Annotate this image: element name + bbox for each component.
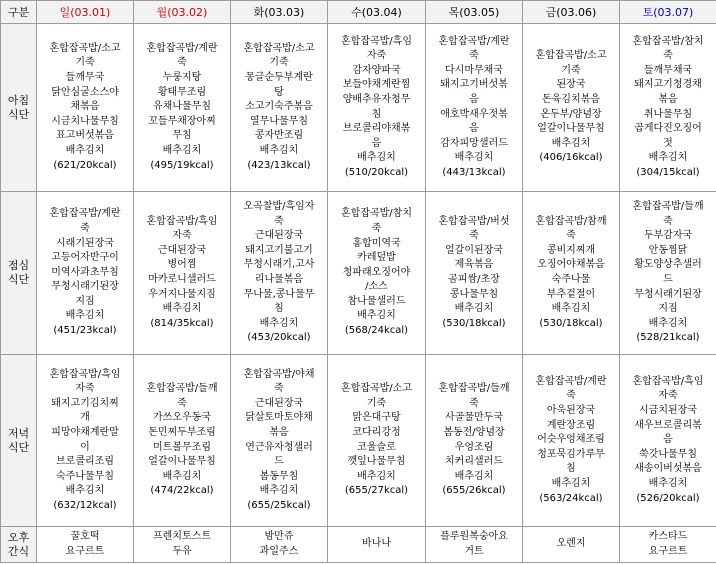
snack-item: 카스타드 — [648, 530, 688, 542]
header-row — [1, 1, 716, 24]
calorie-info: (655/25kcal) — [247, 499, 311, 511]
menu-item: 배추김치 — [65, 485, 105, 497]
menu-item: 코울슬로 — [357, 441, 396, 453]
menu-item: 배추김치 — [65, 310, 105, 322]
menu-item: 곰피쌈/초장 — [448, 274, 500, 285]
menu-item: 청파래오징어야 — [342, 266, 411, 278]
calorie-info: (568/24kcal) — [344, 325, 409, 337]
menu-item: 혼합잡곡밥/참치 — [632, 35, 704, 47]
day-header: 금(03.06) — [523, 1, 620, 24]
day-header: 토(03.07) — [620, 1, 716, 24]
calorie-info: (632/12kcal) — [53, 499, 117, 511]
meal-label-line: 식단 — [7, 273, 30, 286]
menu-item: 닭안심굴소스야 — [51, 86, 119, 98]
menu-item: 황도양상추샐러 — [634, 259, 702, 271]
menu-item: 온두부/양념장 — [540, 108, 602, 120]
calorie-info: (563/24kcal) — [539, 492, 603, 504]
menu-item: 혼합잡곡밥/들깨 — [146, 383, 218, 395]
menu-cell — [134, 192, 231, 355]
snack-item: 밤만쥬 — [264, 530, 294, 542]
menu-item: 홍합미역국 — [352, 237, 401, 249]
menu-item: 부추겉절이 — [546, 288, 596, 300]
menu-item: 배추김치 — [551, 303, 591, 315]
menu-item: 돼지고기불고기 — [245, 244, 313, 256]
menu-item: 배추김치 — [648, 317, 688, 329]
menu-item: 배추김치 — [648, 152, 688, 164]
menu-item: 맑은대구탕 — [352, 412, 401, 424]
menu-item: 배추김치 — [162, 303, 202, 315]
menu-item: 콩비지찌개 — [546, 244, 596, 256]
day-header: 수(03.04) — [328, 1, 426, 24]
snack-item: 요구르트 — [65, 545, 105, 557]
menu-item: 무침 — [172, 130, 192, 142]
menu-item: 기죽 — [561, 64, 581, 76]
menu-item: 돼지고기김치찌 — [51, 397, 119, 409]
menu-item: 혼합잡곡밥/참깨 — [535, 215, 607, 227]
menu-item: 혼합잡곡밥/소고 — [341, 383, 412, 395]
menu-cell — [426, 355, 523, 527]
menu-item: 음 — [663, 434, 673, 446]
menu-item: 시래기된장국 — [56, 237, 114, 249]
menu-item: 오징어야채볶음 — [537, 259, 605, 271]
menu-item: 혼합잡곡밥/계란 — [146, 42, 218, 54]
meal-label-line: 아침 — [7, 93, 30, 107]
menu-cell — [134, 24, 231, 192]
menu-item: 근대된장국 — [157, 244, 207, 256]
menu-cell — [37, 355, 134, 527]
calorie-info: (528/21kcal) — [636, 332, 700, 344]
menu-item: 자죽 — [75, 383, 95, 395]
menu-item: 안동찜닭 — [648, 244, 688, 256]
menu-item: 배추김치 — [551, 477, 591, 489]
meal-label-line: 식단 — [7, 440, 30, 454]
meal-label-line: 오후 — [7, 530, 30, 544]
menu-item: 콩자반조림 — [254, 130, 304, 142]
snack-item: 거트 — [464, 545, 484, 557]
menu-item: 닭살토마토야채 — [245, 412, 313, 424]
menu-item: 사골물만두국 — [445, 412, 503, 424]
menu-item: 죽 — [469, 50, 479, 62]
menu-item: 곱게다진오징어 — [634, 123, 702, 135]
menu-item: 다시마무채국 — [445, 64, 503, 76]
menu-item: 볶음 — [658, 93, 678, 105]
menu-item: 음 — [371, 137, 382, 149]
menu-item: 계란장조림 — [546, 419, 596, 431]
menu-item: 음 — [469, 93, 479, 105]
calorie-info: (655/27kcal) — [344, 485, 409, 497]
menu-item: 죽 — [469, 230, 479, 242]
menu-item: 브로콜리야채볶 — [342, 123, 411, 135]
menu-item: 얼갈이나물무침 — [537, 123, 605, 135]
menu-item: 미역사과초무침 — [51, 266, 119, 278]
menu-item: 열무나물무침 — [250, 115, 308, 127]
menu-item: 혼합잡곡밥/소고 — [243, 42, 315, 54]
menu-item: 오곡찰밥/흑임자 — [243, 201, 315, 213]
menu-cell — [523, 24, 620, 192]
meal-label — [1, 24, 37, 192]
menu-item: 코다리강정 — [352, 426, 401, 438]
menu-item: 볶음 — [269, 426, 289, 438]
menu-item: 침 — [566, 463, 576, 475]
menu-item: 우거지나물지짐 — [148, 288, 216, 300]
meal-label-line: 식단 — [7, 107, 30, 121]
menu-cell — [37, 24, 134, 192]
menu-item: 혼합잡곡밥/흑임 — [632, 375, 704, 387]
menu-item: 누룽지탕 — [162, 72, 202, 84]
menu-item: 배추김치 — [259, 485, 299, 497]
menu-item: 시금치나물무침 — [51, 115, 119, 127]
menu-item: 들깨무국 — [65, 72, 105, 84]
menu-item: 자죽 — [172, 230, 192, 242]
menu-cell — [620, 24, 716, 192]
menu-item: 새송이버섯볶음 — [634, 463, 702, 475]
meal-label — [1, 192, 37, 355]
snack-item: 두유 — [172, 545, 192, 557]
meal-label — [1, 527, 37, 563]
menu-item: 된장국 — [556, 79, 586, 91]
menu-item: 소고기숙주볶음 — [245, 101, 313, 113]
snack-cell — [426, 527, 523, 563]
snack-item: 바나나 — [362, 538, 391, 550]
menu-item: 애호박새우젓볶 — [440, 108, 508, 120]
menu-item: 양배추유자청무 — [342, 93, 411, 105]
menu-item: 배추김치 — [65, 144, 105, 156]
menu-item: 숙주나물무침 — [56, 470, 114, 482]
menu-cell — [134, 355, 231, 527]
menu-item: 침 — [274, 303, 284, 315]
meal-row-dinner — [1, 355, 716, 527]
day-header: 일(03.01) — [37, 1, 134, 24]
menu-item: 배추김치 — [454, 303, 494, 315]
meal-label-line: 점심 — [7, 259, 30, 272]
menu-cell — [328, 24, 426, 192]
menu-item: 참나물샐러드 — [347, 295, 406, 307]
menu-item: 개 — [80, 412, 90, 424]
menu-item: 죽 — [177, 397, 187, 409]
menu-cell — [328, 192, 426, 355]
menu-item: 몽글순두부계란 — [245, 72, 313, 84]
day-header: 월(03.02) — [134, 1, 231, 24]
calorie-info: (510/20kcal) — [344, 166, 409, 178]
meal-row-breakfast — [1, 24, 716, 192]
meal-row-lunch — [1, 192, 716, 355]
calorie-info: (495/19kcal) — [150, 159, 214, 171]
menu-item: 브로콜리조림 — [56, 456, 114, 468]
calorie-info: (526/20kcal) — [636, 492, 700, 504]
menu-item: 혼합잡곡밥/버섯 — [438, 215, 510, 227]
menu-cell — [523, 192, 620, 355]
calorie-info: (814/35kcal) — [150, 317, 214, 329]
menu-item: 시금치된장국 — [639, 405, 697, 417]
menu-item: 가쓰오우동국 — [153, 412, 211, 424]
snack-cell — [620, 527, 716, 563]
calorie-info: (423/13kcal) — [247, 159, 311, 171]
menu-item: 죽 — [80, 222, 90, 234]
menu-item: 혼합잡곡밥/소고 — [535, 50, 607, 62]
menu-item: /소스 — [365, 281, 388, 293]
menu-item: 얼갈이나물무침 — [148, 456, 216, 468]
menu-item: 죽 — [663, 50, 673, 62]
calorie-info: (530/18kcal) — [539, 317, 603, 329]
menu-item: 채볶음 — [70, 101, 100, 113]
menu-item: 봄동무침 — [259, 470, 299, 482]
menu-item: 탕 — [274, 86, 284, 98]
menu-item: 무청시래기된장 — [634, 288, 702, 300]
menu-item: 제육볶음 — [454, 259, 494, 271]
menu-item: 이 — [80, 441, 90, 453]
menu-cell — [620, 192, 716, 355]
menu-item: 꼬들무채장아찌 — [148, 115, 216, 127]
menu-item: 지짐 — [75, 295, 95, 307]
menu-item: 혼합잡곡밥/흑임 — [341, 35, 412, 47]
menu-item: 드 — [663, 274, 673, 285]
menu-item: 죽 — [566, 390, 576, 402]
day-header: 목(03.05) — [426, 1, 523, 24]
menu-item: 새우브로콜리볶 — [634, 419, 702, 431]
menu-item: 병어찜 — [167, 259, 197, 271]
meal-row-snack — [1, 527, 716, 563]
calorie-info: (406/16kcal) — [539, 152, 603, 164]
menu-item: 혼합잡곡밥/야채 — [243, 368, 315, 380]
menu-item: 배추김치 — [454, 152, 494, 164]
menu-item: 배추김치 — [648, 477, 688, 489]
menu-item: 배추김치 — [259, 144, 299, 156]
menu-item: 혼합잡곡밥/소고 — [49, 42, 121, 54]
menu-item: 돈민찌두부조림 — [148, 426, 216, 438]
menu-item: 혼합잡곡밥/계란 — [535, 375, 607, 387]
menu-item: 봄동전/양념장 — [443, 426, 505, 438]
menu-item: 돼지고기청경채 — [634, 79, 702, 91]
menu-item: 무나물,콩나물무 — [243, 288, 315, 300]
menu-item: 콩나물무침 — [449, 288, 499, 300]
snack-item: 플루원복숭아요 — [440, 530, 508, 542]
calorie-info: (453/20kcal) — [247, 332, 311, 344]
menu-item: 고등어자반구이 — [51, 252, 119, 264]
menu-item: 배추김치 — [162, 144, 202, 156]
calorie-info: (621/20kcal) — [53, 159, 117, 171]
meal-label — [1, 355, 37, 527]
menu-item: 리나물볶음 — [254, 274, 304, 285]
menu-item: 미트볼무조림 — [153, 441, 211, 453]
menu-item: 배추김치 — [454, 470, 494, 482]
menu-item: 혼합잡곡밥/흑임 — [49, 368, 121, 380]
menu-cell — [328, 355, 426, 527]
menu-item: 배추김치 — [357, 310, 396, 322]
menu-item: 죽 — [469, 397, 479, 409]
calorie-info: (443/13kcal) — [442, 166, 506, 178]
menu-item: 청포묵김가루무 — [537, 448, 605, 460]
menu-item: 배추김치 — [259, 317, 299, 329]
menu-item: 연근유자청샐러 — [245, 441, 313, 453]
menu-item: 아욱된장국 — [546, 405, 596, 417]
meal-label-line: 저녁 — [7, 426, 30, 440]
menu-item: 죽 — [371, 222, 382, 234]
calorie-info: (451/23kcal) — [53, 325, 117, 337]
meal-label-line: 간식 — [7, 544, 30, 558]
menu-item: 돈육김치볶음 — [542, 93, 600, 105]
snack-cell — [231, 527, 328, 563]
menu-item: 자죽 — [366, 50, 387, 62]
menu-item: 죽 — [177, 57, 187, 69]
menu-item: 자죽 — [658, 390, 678, 402]
menu-cell — [231, 192, 328, 355]
menu-cell — [37, 192, 134, 355]
menu-item: 쑥갓나물무침 — [639, 448, 697, 460]
menu-item: 죽 — [274, 215, 284, 227]
menu-cell — [426, 192, 523, 355]
menu-item: 근대된장국 — [254, 397, 304, 409]
menu-item: 표고버섯볶음 — [56, 130, 114, 142]
menu-item: 깻잎나물무침 — [347, 456, 406, 468]
menu-item: 기죽 — [366, 397, 387, 409]
snack-cell — [523, 527, 620, 563]
menu-item: 혼합잡곡밥/계란 — [49, 208, 121, 220]
menu-item: 유채나물무침 — [153, 101, 211, 113]
menu-cell — [523, 355, 620, 527]
menu-item: 취나물무침 — [643, 108, 693, 120]
menu-item: 치커리샐러드 — [445, 456, 503, 468]
menu-item: 기죽 — [75, 57, 95, 69]
menu-item: 혼합잡곡밥/들깨 — [438, 383, 510, 395]
menu-item: 혼합잡곡밥/계란 — [438, 35, 510, 47]
calorie-info: (530/18kcal) — [442, 317, 506, 329]
menu-item: 두부감자국 — [643, 230, 693, 242]
menu-item: 무청시래기,고사 — [243, 259, 315, 271]
day-header: 화(03.03) — [231, 1, 328, 24]
menu-item: 돼지고기버섯볶 — [440, 79, 508, 91]
menu-item: 무청시래기된장 — [51, 281, 119, 293]
corner-header: 구분 — [1, 1, 37, 24]
menu-item: 황태무조림 — [157, 86, 207, 98]
menu-item: 감자피망샐러드 — [440, 137, 508, 149]
snack-item: 꿀호떡 — [70, 530, 100, 542]
menu-item: 배추김치 — [357, 152, 396, 164]
menu-cell — [231, 355, 328, 527]
menu-item: 지짐 — [658, 303, 678, 315]
menu-cell — [426, 24, 523, 192]
menu-item: 죽 — [274, 383, 284, 395]
menu-item: 혼합잡곡밥/흑임 — [146, 215, 218, 227]
menu-item: 배추김치 — [357, 470, 396, 482]
menu-item: 우엉조림 — [454, 441, 494, 453]
menu-item: 어슷우엉채조림 — [537, 434, 605, 446]
menu-item: 혼합잡곡밥/참치 — [341, 208, 412, 220]
menu-item: 얼갈이된장국 — [445, 244, 503, 256]
menu-item: 보들야채계란찜 — [342, 79, 411, 91]
menu-item: 혼합잡곡밥/들깨 — [632, 201, 704, 213]
menu-item: 젓 — [663, 137, 673, 149]
menu-item: 숙주나물 — [551, 274, 591, 285]
menu-item: 근대된장국 — [254, 230, 304, 242]
menu-item: 배추김치 — [162, 470, 202, 482]
snack-cell — [328, 527, 426, 563]
snack-cell — [37, 527, 134, 563]
snack-cell — [134, 527, 231, 563]
menu-cell — [231, 24, 328, 192]
menu-item: 죽 — [566, 230, 576, 242]
calorie-info: (474/22kcal) — [150, 485, 214, 497]
calorie-info: (304/15kcal) — [636, 166, 700, 178]
menu-item: 들깨무채국 — [643, 64, 693, 76]
snack-item: 과일주스 — [259, 545, 299, 557]
snack-item: 오렌지 — [556, 538, 586, 550]
menu-item: 침 — [371, 108, 382, 120]
menu-item: 피망야채계란말 — [51, 426, 119, 438]
calorie-info: (655/26kcal) — [442, 485, 506, 497]
snack-item: 요구르트 — [648, 545, 688, 557]
menu-item: 기죽 — [269, 57, 289, 69]
menu-item: 감자양파국 — [352, 64, 401, 76]
menu-cell — [620, 355, 716, 527]
menu-item: 드 — [274, 456, 284, 468]
menu-item: 음 — [469, 123, 479, 135]
snack-item: 프렌치토스트 — [153, 530, 211, 542]
menu-item: 마카로니샐러드 — [148, 274, 216, 285]
menu-item: 죽 — [663, 215, 673, 227]
menu-item: 카레덮밥 — [357, 252, 396, 264]
menu-item: 배추김치 — [551, 137, 591, 149]
